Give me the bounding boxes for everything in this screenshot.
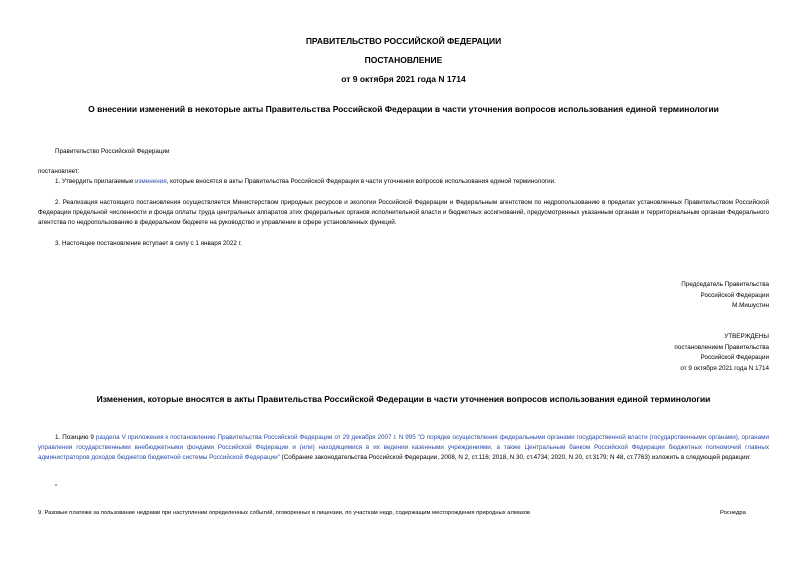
document-title: О внесении изменений в некоторые акты Правительства Российской Федерации в части уточнения вопросов использования единой терминологии (88, 104, 719, 114)
changes-title: Изменения, которые вносятся в акты Правительства Российской Федерации в части уточнения вопросов использования единой терминологии (96, 394, 711, 404)
signature-title: Председатель Правительства (681, 281, 769, 288)
approval-line-2: постановлением Правительства (674, 343, 769, 351)
approval-line-3: Российской Федерации (700, 354, 769, 361)
approval-line-4: от 9 октября 2021 года N 1714 (680, 364, 769, 372)
approval-line-1: УТВЕРЖДЕНЫ (724, 333, 769, 340)
item-3: 3. Настоящее постановление вступает в силу с 1 января 2022 г. (55, 240, 242, 247)
document-type: ПОСТАНОВЛЕНИЕ (364, 55, 443, 65)
issuer: Правительство Российской Федерации (55, 148, 170, 155)
table-row-agency: Роснедра (720, 510, 746, 516)
item-2: 2. Реализация настоящего постановления осуществляется Министерством природных ресурсов и экологии Российской Федерации и Федеральным агентством по недропользованию в пределах установленных Правительством Российской Федерации предельной численности и фонда оплаты труда центральных аппаратов этих федеральных органов исполнительной власти и бюджетных ассигнований, предусмотренных указанным органам и территориальным органам Федерального агентства по недропользованию в федеральном бюджете на руководство и управление в сфере установленных функций. (38, 199, 769, 226)
table-row-text: 9. Разовые платежи за пользование недрами при наступлении определенных событий, оговоренных в лицензии, по участкам недр, содержащим месторождения природных алмазов (38, 510, 530, 516)
document-date-number: от 9 октября 2021 года N 1714 (341, 74, 466, 84)
quote-mark: " (55, 484, 58, 491)
point-1-prefix: 1. Позицию 9 (55, 434, 96, 441)
changes-link[interactable]: изменения (135, 178, 167, 185)
approval-block (674, 332, 769, 374)
point-1-suffix: (Собрание законодательства Российской Федерации, 2008, N 2, ст.116; 2018, N 30, ст.4734; 2020, N 20, ст.3179; N 48, ст.7763) изложить в следующей редакции: (279, 454, 751, 461)
signature-name: М.Мишустин (732, 302, 769, 309)
item-1-prefix: 1. Утвердить прилагаемые (55, 178, 135, 185)
decrees-label: постановляет: (38, 168, 80, 175)
item-1-suffix: , которые вносятся в акты Правительства Российской Федерации в части уточнения вопросов использования единой терминологии. (166, 178, 556, 185)
change-point-1 (38, 433, 769, 463)
item-1 (55, 177, 770, 187)
signature-org: Российской Федерации (700, 291, 769, 299)
decree-995-link[interactable]: раздела V приложения к постановлению Правительства Российской Федерации от 29 декабря 2007 г. N 995 "О порядке осуществления федеральными органами государственной власти (государственными органами), органами управления государственными внебюджетными фондами Российской Федерации и (или) находящимися в их ведении казенными учреждениями, а также Центральным банком Российской Федерации бюджетных полномочий главных администраторов доходов бюджетов бюджетной системы Российской Федерации" (38, 434, 769, 461)
government-heading: ПРАВИТЕЛЬСТВО РОССИЙСКОЙ ФЕДЕРАЦИИ (305, 36, 502, 46)
signature-block (681, 280, 769, 312)
